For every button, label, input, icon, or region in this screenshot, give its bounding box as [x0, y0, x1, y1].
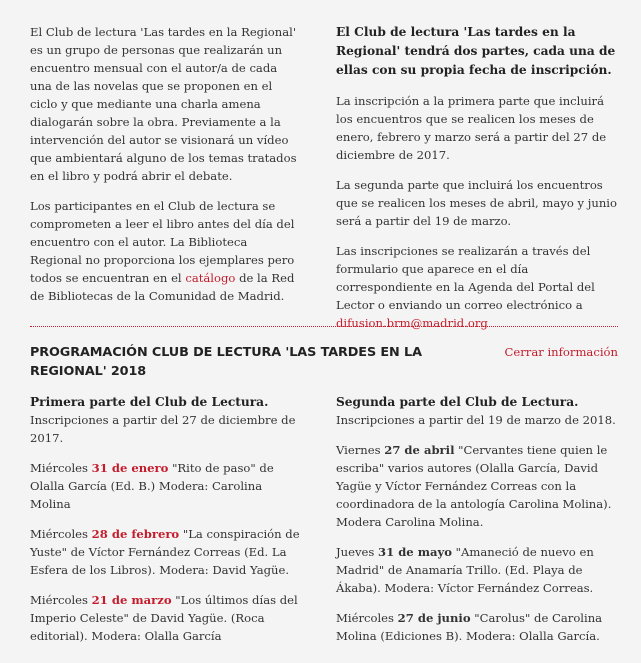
- event-day: Viernes: [336, 443, 385, 457]
- event-item: [336, 609, 618, 645]
- programacion-title: PROGRAMACIÓN CLUB DE LECTURA 'LAS TARDES EN LA REGIONAL' 2018: [30, 345, 422, 379]
- part2-column: [336, 393, 618, 657]
- intro-paragraph-2: [30, 197, 302, 305]
- event-text: "Amaneció de nuevo en Madrid" de Anamaría Trillo. (Ed. Playa de Ákaba). Modera: Víctor Fernández Correas.: [336, 545, 594, 595]
- part1-title: Primera parte del Club de Lectura.: [30, 395, 269, 409]
- intro-column: [30, 23, 302, 317]
- event-day: Miércoles: [336, 611, 398, 625]
- event-text: "Cervantes tiene quien le escriba" varios autores (Olalla García, David Yagüe y Víctor Fernández Correas con la coordinadora de la antología Carolina Molina). Modera Carolina Molina.: [336, 443, 612, 529]
- inscription-info-column: [336, 23, 618, 344]
- event-item: [30, 525, 302, 579]
- event-text: "Rito de paso" de Olalla García (Ed. B.) Modera: Carolina Molina: [30, 461, 274, 511]
- event-date: 31 de enero: [91, 461, 169, 475]
- event-text: "La conspiración de Yuste" de Víctor Fernández Correas (Ed. La Esfera de los Libros). Modera: David Yagüe.: [30, 527, 300, 577]
- close-info-link[interactable]: Cerrar información: [504, 345, 618, 359]
- inscription-paragraph-2: La segunda parte que incluirá los encuentros que se realicen los meses de abril, mayo y junio será a partir del 19 de marzo.: [336, 178, 617, 228]
- inscription-lead: El Club de lectura 'Las tardes en la Regional' tendrá dos partes, cada una de ellas con su propia fecha de inscripción.: [336, 25, 616, 77]
- part1-column: [30, 393, 302, 657]
- part2-title: Segunda parte del Club de Lectura.: [336, 395, 579, 409]
- part2-subtitle: Inscripciones a partir del 19 de marzo de 2018.: [336, 413, 616, 427]
- event-day: Miércoles: [30, 461, 92, 475]
- event-day: Miércoles: [30, 593, 92, 607]
- catalog-link[interactable]: catálogo: [185, 271, 236, 285]
- event-item: [336, 441, 618, 531]
- event-item: [30, 459, 302, 513]
- part1-subtitle: Inscripciones a partir del 27 de diciembre de 2017.: [30, 413, 296, 445]
- section-divider: [30, 326, 618, 327]
- email-link[interactable]: difusion.brm@madrid.org: [336, 316, 488, 330]
- event-date: 28 de febrero: [91, 527, 180, 541]
- event-item: [30, 591, 302, 645]
- event-text: "Los últimos días del Imperio Celeste" de David Yagüe. (Roca editorial). Modera: Olalla García: [30, 593, 298, 643]
- event-date: 21 de marzo: [91, 593, 172, 607]
- intro-paragraph-1: El Club de lectura 'Las tardes en la Regional' es un grupo de personas que realizarán un encuentro mensual con el autor/a de cada una de las novelas que se proponen en el ciclo y que mediante una charla amena dialogarán sobre la obra. Previamente a la intervención del autor se visionará un vídeo que ambientará alguno de los temas tratados en el libro y podrá abrir el debate.: [30, 25, 297, 183]
- event-date: 31 de mayo: [378, 545, 452, 559]
- intro-paragraph-2-text: Los participantes en el Club de lectura se comprometen a leer el libro antes del día del encuentro con el autor. La Biblioteca Regional no proporciona los ejemplares pero todos se encuentran en el: [30, 199, 295, 285]
- event-item: [336, 543, 618, 597]
- inscription-paragraph-1: La inscripción a la primera parte que incluirá los encuentros que se realicen los meses de enero, febrero y marzo será a partir del 27 de diciembre de 2017.: [336, 94, 607, 162]
- inscription-paragraph-3-text: Las inscripciones se realizarán a través del formulario que aparece en el día correspondiente en la Agenda del Portal del Lector o enviando un correo electrónico a: [336, 244, 595, 312]
- event-day: Jueves: [336, 545, 379, 559]
- event-date: 27 de abril: [384, 443, 455, 457]
- event-text: "Carolus" de Carolina Molina (Ediciones B). Modera: Olalla García.: [336, 611, 603, 643]
- inscription-paragraph-3: [336, 242, 618, 332]
- event-day: Miércoles: [30, 527, 92, 541]
- intro-paragraph-2-end: de la Red de Bibliotecas de la Comunidad de Madrid.: [30, 271, 295, 303]
- event-date: 27 de junio: [397, 611, 471, 625]
